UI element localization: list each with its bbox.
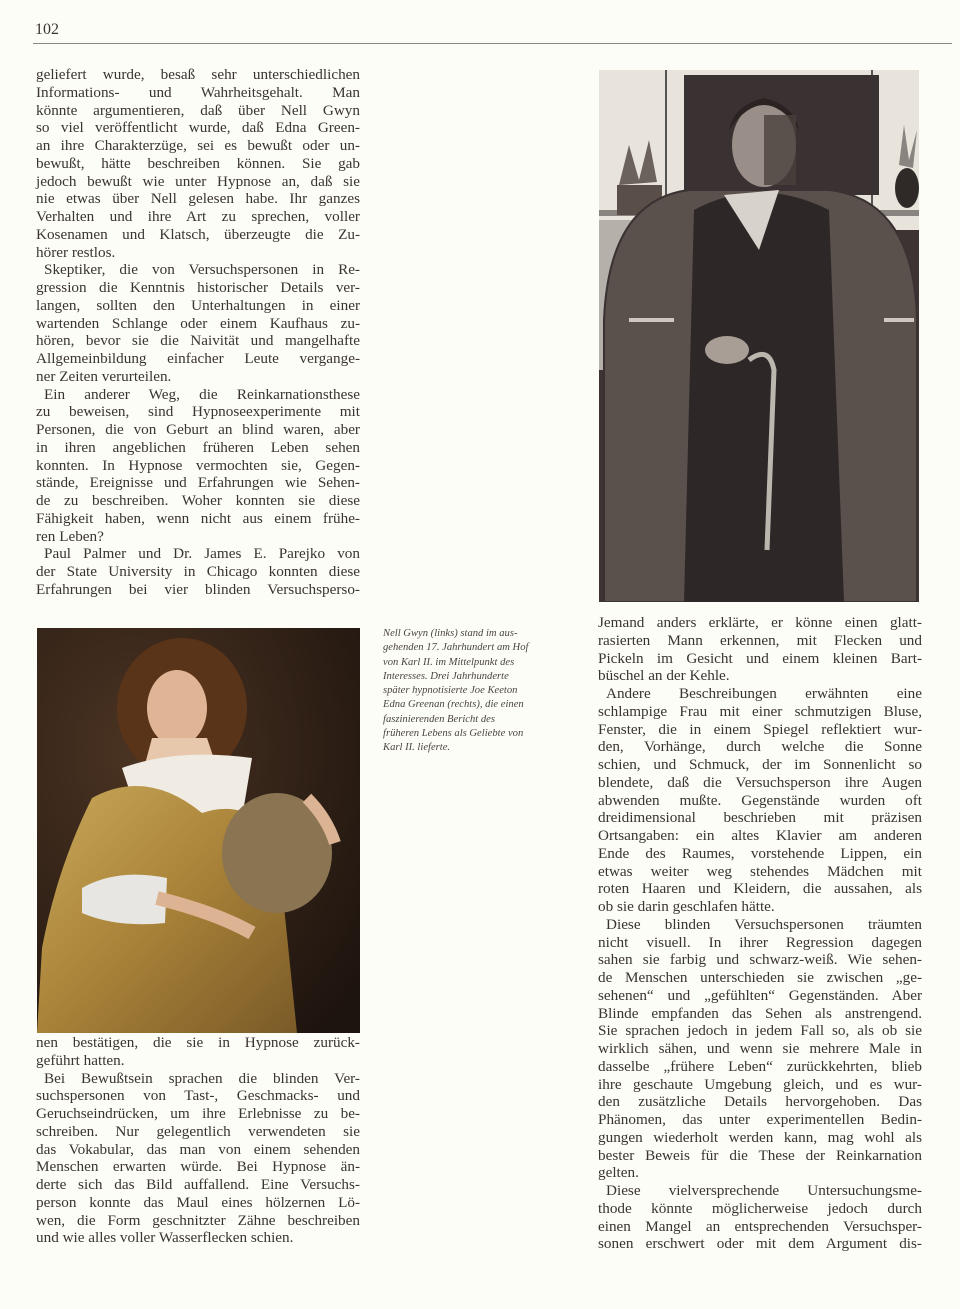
text-line: Verhalten und ihre Art zu sprechen, voller: [36, 208, 360, 225]
text-line: jedoch bewußt wie unter Hypnose an, daß sie: [36, 172, 360, 190]
text-line: Informations- und Wahrheitsgehalt. Man: [36, 83, 360, 101]
text-line: thode könnte möglicherweise jedoch durch: [598, 1199, 922, 1217]
text-line: wen, die Form geschnitzter Zähne beschreiben: [36, 1211, 360, 1229]
text-line: stände, Ereignisse und Erfahrungen wie Sehen-: [36, 474, 360, 492]
caption-line: Edna Greenan (rechts), die einen: [383, 699, 524, 711]
text-line: schien, und Schmuck, der im Sonnenlicht so: [598, 756, 922, 773]
text-line: Andere Beschreibungen erwähnten eine: [606, 685, 922, 702]
text-line: Sie sprachen jedoch in jedem Fall so, als ob sie: [598, 1022, 922, 1040]
text-line: Diese vielversprechende Untersuchungsme-: [606, 1182, 922, 1199]
text-line: derte sich das Bild auffallend. Eine Versuchs-: [36, 1176, 360, 1193]
text-line: bester Beweis für die These der Reinkarnation: [598, 1146, 922, 1164]
header-rule: [33, 43, 952, 44]
text-line: Pickeln im Gesicht und einem kleinen Bart-: [598, 649, 922, 667]
caption-line: von Karl II. im Mittelpunkt des: [383, 656, 515, 668]
text-line: sahen sie farbig und schwarz-weiß. Wie sehen-: [598, 951, 922, 969]
text-line: gungen wiederholt werden kann, mag wohl als: [598, 1128, 922, 1146]
text-line: Fähigkeit haben, wenn nicht aus einem frühe-: [36, 509, 360, 527]
text-line: Paul Palmer und Dr. James E. Parejko von: [44, 545, 360, 563]
caption-line: später hypnotisierte Joe Keeton: [383, 685, 518, 697]
text-line: so viel veröffentlicht wurde, daß Edna Green-: [36, 119, 360, 137]
text-line: wartenden Schlange oder einem Kaufhaus zu-: [36, 314, 360, 332]
text-line: der State University in Chicago konnten diese: [36, 563, 360, 580]
text-line: könnte argumentieren, daß über Nell Gwyn: [36, 101, 360, 119]
text-line: nicht visuell. In ihrer Regression dagegen: [598, 933, 922, 951]
text-line: roten Haaren und Kleidern, die aussahen, als: [598, 880, 922, 898]
text-line: Blinde empfanden das Sehen als anstrengend.: [598, 1004, 922, 1022]
caption-line: früheren Lebens als Geliebte von: [383, 728, 524, 740]
text-line: ren Leben?: [36, 527, 104, 545]
text-line: nen bestätigen, die sie in Hypnose zurück-: [36, 1034, 360, 1051]
text-line: suchspersonen von Tast-, Geschmacks- und: [36, 1087, 360, 1105]
text-line: person konnte das Maul eines hölzernen Lö-: [36, 1193, 360, 1211]
left-column-lower-text: [36, 1034, 360, 1247]
painting-nell-gwyn: [37, 628, 360, 1033]
text-line: und wie alles voller Wasserflecken schien.: [36, 1229, 294, 1247]
text-line: Bei Bewußtsein sprachen die blinden Ver-: [44, 1069, 360, 1087]
text-line: nie etwas über Nell gelesen habe. Ihr ganzes: [36, 190, 360, 208]
text-line: ihre geschaute Umgebung gleich, und es wur-: [598, 1075, 922, 1093]
text-line: Skeptiker, die von Versuchspersonen in Re-: [44, 261, 360, 279]
text-line: schreiben. Nur gelegentlich verwendeten sie: [36, 1122, 360, 1140]
left-column-upper-text: [36, 66, 360, 599]
text-line: an ihre Charakterzüge, sei es bewußt oder un-: [36, 137, 360, 154]
text-line: dreidimensional beschrieben mit präzisen: [598, 809, 922, 827]
text-line: abwenden mußte. Gegenstände wurden oft: [598, 791, 922, 809]
text-line: etwas weiter weg stehendes Mädchen mit: [598, 862, 922, 880]
image-caption: [383, 627, 588, 756]
text-line: rasierten Mann erkennen, mit Flecken und: [598, 631, 922, 649]
text-line: Ein anderer Weg, die Reinkarnationsthese: [44, 385, 360, 403]
text-line: büschel an der Kehle.: [598, 667, 730, 685]
text-line: hören, bevor sie die Naivität und mangelhafte: [36, 332, 360, 350]
right-column-text: [598, 614, 922, 1253]
text-line: Jemand anders erklärte, er könne einen glatt-: [598, 614, 922, 631]
text-line: Fenster, die in einem Spiegel reflektiert wur-: [598, 720, 922, 738]
text-line: Menschen erwarten würde. Bei Hypnose än-: [36, 1158, 360, 1176]
text-line: sehenen“ und „gefühlten“ Gegenständen. Aber: [598, 986, 922, 1004]
text-line: de zu beschreiben. Woher konnten sie diese: [36, 492, 360, 509]
text-line: Diese blinden Versuchspersonen träumten: [606, 915, 922, 933]
caption-line: Karl II. lieferte.: [383, 742, 451, 754]
text-line: Kosenamen und Klatsch, überzeugte die Zu-: [36, 225, 360, 243]
text-line: Allgemeinbildung einfacher Leute vergange-: [36, 350, 360, 367]
text-line: de Menschen unterschieden sie zwischen „ge-: [598, 969, 922, 986]
text-line: Ende des Raumes, vorstehende Lippen, ein: [598, 844, 922, 862]
text-line: zu beweisen, sind Hypnoseexperimente mit: [36, 403, 360, 421]
text-line: Erfahrungen bei vier blinden Versuchsperso-: [36, 580, 360, 598]
text-line: langen, sollten den Unterhaltungen in einer: [36, 296, 360, 314]
text-line: hörer restlos.: [36, 243, 116, 261]
text-line: gression die Kenntnis historischer Details ver-: [36, 279, 360, 296]
text-line: schlampige Frau mit einer schmutzigen Bluse,: [598, 702, 922, 720]
text-line: bewußt, hätte beschreiben können. Sie gab: [36, 154, 360, 172]
text-line: ob sie darin geschlafen hätte.: [598, 898, 775, 915]
text-line: in ihren angeblichen früheren Leben sehen: [36, 438, 360, 456]
text-line: den zusätzliche Details hervorgehoben. Das: [598, 1093, 922, 1111]
photo-edna-greenan: [599, 70, 919, 602]
text-line: dasselbe „frühere Leben“ zurückkehrten, blieb: [598, 1057, 922, 1075]
caption-line: Interesses. Drei Jahrhunderte: [383, 670, 509, 682]
text-line: das Vokabular, das man von einem sehenden: [36, 1140, 360, 1158]
text-line: gelten.: [598, 1164, 639, 1182]
text-line: Ortsangaben: ein altes Klavier am anderen: [598, 827, 922, 844]
text-line: sonen erschwert oder mit dem Argument dis-: [598, 1235, 922, 1253]
caption-line: Nell Gwyn (links) stand im aus-: [383, 628, 518, 639]
text-line: Phänomen, das unter experimentellen Bedin-: [598, 1111, 922, 1128]
text-line: wirklich sähen, und wenn sie mehrere Male in: [598, 1040, 922, 1057]
text-line: konnten. In Hypnose vermochten sie, Gegen-: [36, 456, 360, 474]
caption-line: faszinierenden Bericht des: [383, 713, 495, 725]
text-line: Personen, die von Geburt an blind waren, aber: [36, 421, 360, 438]
page-number: 102: [35, 21, 59, 38]
text-line: einen Mangel an entsprechenden Versuchsper-: [598, 1217, 922, 1235]
text-line: geführt hatten.: [36, 1051, 125, 1069]
text-line: ner Zeiten verurteilen.: [36, 367, 172, 385]
caption-line: gehenden 17. Jahrhundert am Hof: [383, 642, 529, 654]
text-line: blendete, daß die Versuchsperson ihre Augen: [598, 773, 922, 791]
text-line: geliefert wurde, besaß sehr unterschiedlichen: [36, 66, 360, 83]
text-line: Geruchseindrücken, um ihre Erlebnisse zu be-: [36, 1105, 360, 1122]
text-line: den, Vorhänge, durch welche die Sonne: [598, 738, 922, 756]
